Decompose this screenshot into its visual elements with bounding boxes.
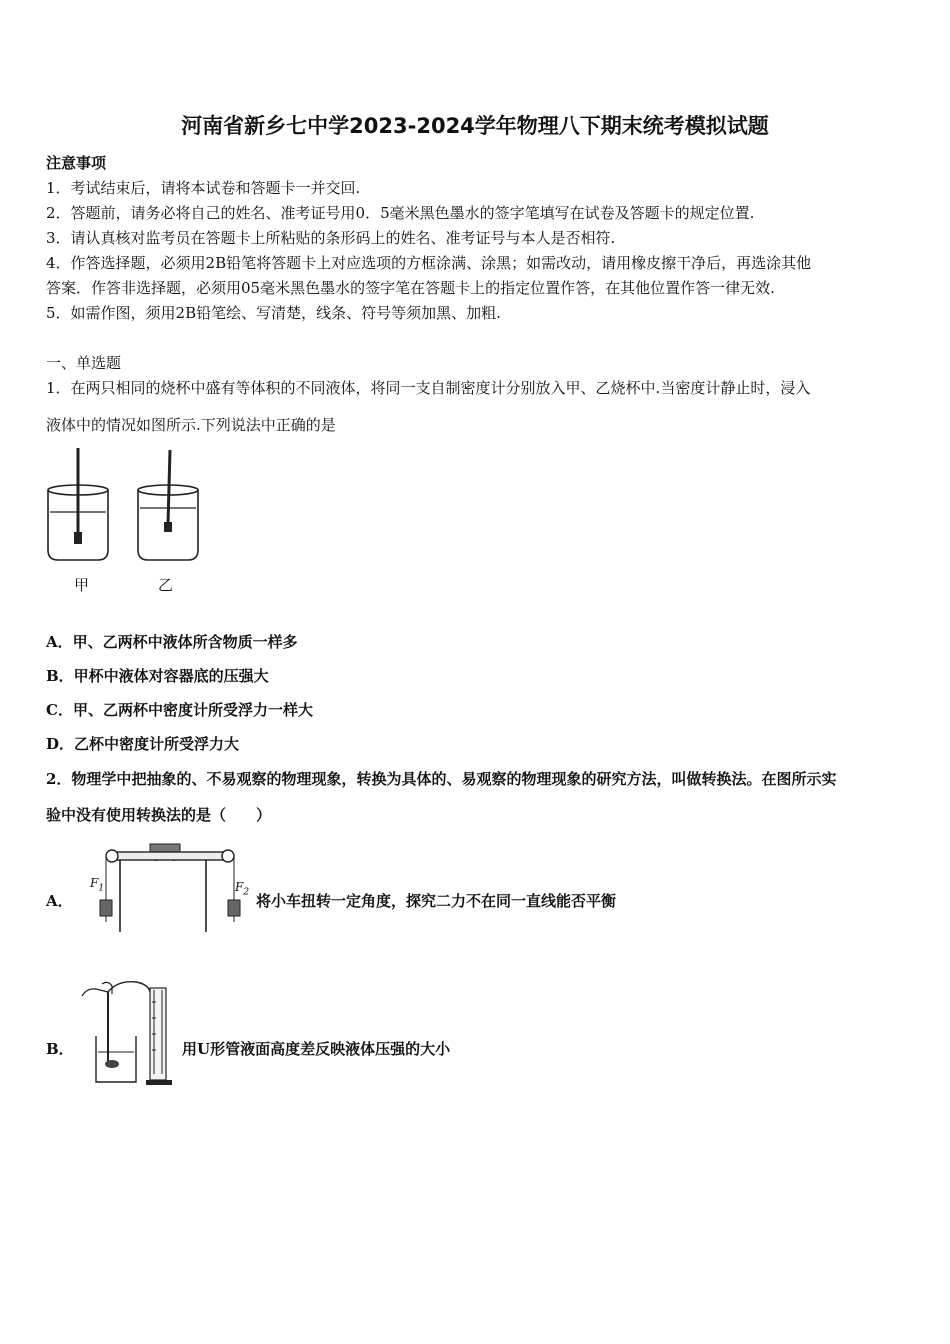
question-1-stem: 液体中的情况如图所示.下列说法中正确的是 [46, 416, 336, 434]
figure-label-jia: 甲 [74, 576, 90, 594]
question-2-stem: 2．物理学中把抽象的、不易观察的物理现象，转换为具体的、易观察的物理现象的研究方法，叫做转换法。在图所示实 [46, 770, 837, 788]
hydrometer-yi [164, 450, 172, 532]
hydrometer-jia [74, 448, 82, 544]
force-label-f1 [90, 876, 104, 893]
force-subscript: 1 [98, 883, 105, 894]
section-heading: 一、单选题 [46, 354, 122, 372]
q2-option-b-text[interactable]: 用U形管液面高度差反映液体压强的大小 [182, 1040, 451, 1058]
option-b[interactable]: B．甲杯中液体对容器底的压强大 [46, 667, 269, 685]
option-d[interactable]: D．乙杯中密度计所受浮力大 [46, 735, 240, 753]
notice-item: 4．作答选择题，必须用2B铅笔将答题卡上对应选项的方框涂满、涂黑；如需改动，请用橡皮擦干净后，再选涂其他 [46, 254, 812, 272]
force-symbol: F [90, 876, 99, 890]
beakers-hydrometer-figure [44, 448, 204, 598]
pulley-table-figure [88, 842, 253, 937]
force-subscript: 2 [243, 887, 250, 898]
option-c[interactable]: C．甲、乙两杯中密度计所受浮力一样大 [46, 701, 313, 719]
notice-item: 答案．作答非选择题，必须用05毫米黑色墨水的签字笔在答题卡上的指定位置作答，在其他位置作答一律无效. [46, 279, 775, 297]
q2-option-a-text[interactable]: 将小车扭转一定角度，探究二力不在同一直线能否平衡 [256, 892, 617, 910]
u-tube-manometer-figure [78, 978, 178, 1090]
force-label-f2 [235, 880, 249, 897]
notice-heading: 注意事项 [46, 154, 107, 172]
force-symbol: F [235, 880, 244, 894]
notice-item: 1．考试结束后，请将本试卷和答题卡一并交回. [46, 179, 361, 197]
figure-label-yi: 乙 [158, 576, 174, 594]
notice-item: 5．如需作图，须用2B铅笔绘、写清楚，线条、符号等须加黑、加粗. [46, 304, 501, 322]
option-a[interactable]: A．甲、乙两杯中液体所含物质一样多 [46, 633, 298, 651]
q2-option-a-letter[interactable]: A． [46, 892, 73, 910]
question-1-stem: 1．在两只相同的烧杯中盛有等体积的不同液体，将同一支自制密度计分别放入甲、乙烧杯中.当密度计静止时，浸入 [46, 379, 811, 397]
question-2-stem: 验中没有使用转换法的是（ ） [46, 806, 272, 824]
notice-item: 2．答题前，请务必将自己的姓名、准考证号用0．5毫米黑色墨水的签字笔填写在试卷及答题卡的规定位置. [46, 204, 755, 222]
page-title: 河南省新乡七中学2023-2024学年物理八下期末统考模拟试题 [181, 114, 769, 138]
q2-option-b-letter[interactable]: B． [46, 1040, 74, 1058]
notice-item: 3．请认真核对监考员在答题卡上所粘贴的条形码上的姓名、准考证号与本人是否相符. [46, 229, 616, 247]
